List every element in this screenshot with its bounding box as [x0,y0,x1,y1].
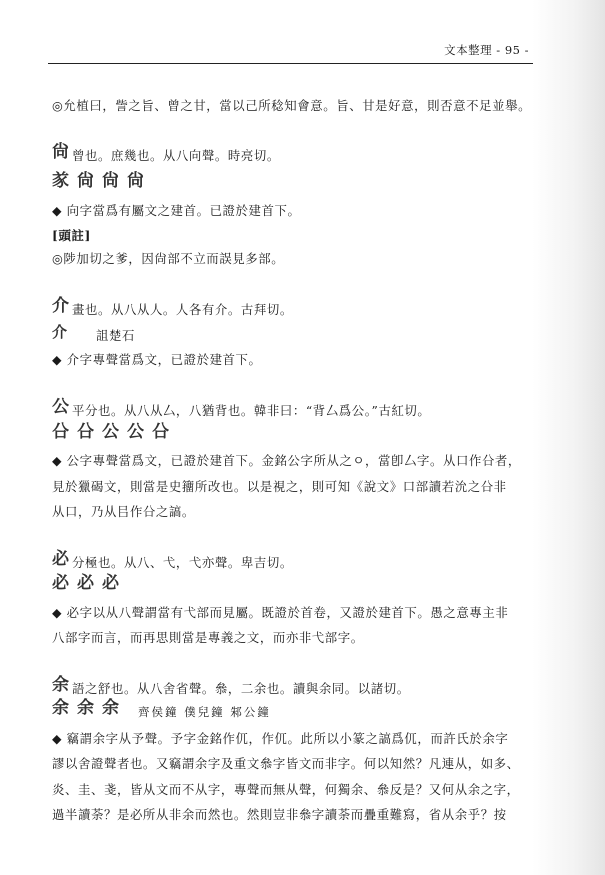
text-line: 从口，乃从㠯作㕣之謞。 [52,504,195,519]
text-line: ◆ 公字專聲當爲文，已證於建首下。金銘公字所从之ㅇ，當卽厶字。从口作㕣者， [52,453,521,468]
seal-script-glyph: 介 [52,323,76,341]
text-line: 炎、圭、戔，皆从文而不从字，專聲而無从聲，何獨余、叅反是？又何从余之字， [52,782,520,797]
seal-script-glyph: 必必必 [52,573,127,593]
text-line: ◎陟加切之爹，因尙部不立而誤見多部。 [52,251,285,266]
text-line: 詛楚石 [96,328,135,343]
glyph-row [52,399,533,416]
text-line: 平分也。从八从厶，八猶背也。韓非曰：“背厶爲公。”古紅切。 [72,403,431,418]
seal-script-glyph: 㒸尙尙尙 [52,171,152,191]
seal-script-glyph: 介 [52,296,77,316]
seal-script-glyph: 尙 [52,142,77,162]
text-line: 過半讀荼？是必所从非余而然也。然則豈非叅字讀荼而疊重難寫，省从余乎？按 [52,807,507,822]
seal-script-glyph: 公 [52,397,77,417]
glyph-row [52,424,533,441]
text-line: ◆ 介字專聲當爲文，已證於建首下。 [52,352,262,367]
glyph-row [52,324,533,341]
text-line: 語之舒也。从八舍省聲。叅，二余也。讀與余同。以諸切。 [72,681,410,696]
seal-script-glyph: 余 [52,675,77,695]
text-line: ◎允植曰，訾之旨、曾之甘，當以己所稔知會意。旨、甘是好意，則否意不足並舉。 [52,98,532,113]
glyph-row [52,173,533,190]
text-line: ◆ 竊謂余字从予聲。予字金銘作㐳，作㐳。此所以小篆之謞爲㐳，而許氏於余字 [52,731,509,746]
text-line: 八部字而言，而再思則當是專義之文，而亦非弋部字。 [52,630,364,645]
seal-script-glyph: 必 [52,549,77,569]
text-line: 分極也。从八、弋，弋亦聲。卑吉切。 [72,555,293,570]
glyph-row [52,575,533,592]
glyph-row [52,677,533,694]
seal-script-glyph: 余余余 [52,698,127,718]
header-rule [48,63,533,64]
glyph-row [52,298,533,315]
text-line: ◆ 向字當爲有屬文之建首。已證於建首下。 [52,203,301,218]
text-line: 謬以舍證聲者也。又竊謂余字及重文叅字皆文而非字。何以知然？凡連从，如多、 [52,756,520,771]
text-line: ◆ 必字以从八聲謂當有弋部而見屬。既證於首卷，又證於建首下。愚之意專主非 [52,605,509,620]
glyph-row [52,551,533,568]
text-line: 見於獵碣文，則當是史籒所改也。以是視之，則可知《說文》口部讀若沇之㕣非 [52,479,507,494]
text-line: 曾也。庶幾也。从八向聲。時亮切。 [72,148,280,163]
glyph-source-caption: 齊侯鐘 僕兒鐘 邾公鐘 [138,705,271,719]
seal-script-glyph: 㕣㕣公公㕣 [52,422,177,442]
text-line: [頭註] [52,228,91,243]
glyph-row [52,144,533,161]
text-line: 畫也。从八从人。人各有介。古拜切。 [72,302,293,317]
running-header: 文本整理 - 95 - [444,43,529,57]
